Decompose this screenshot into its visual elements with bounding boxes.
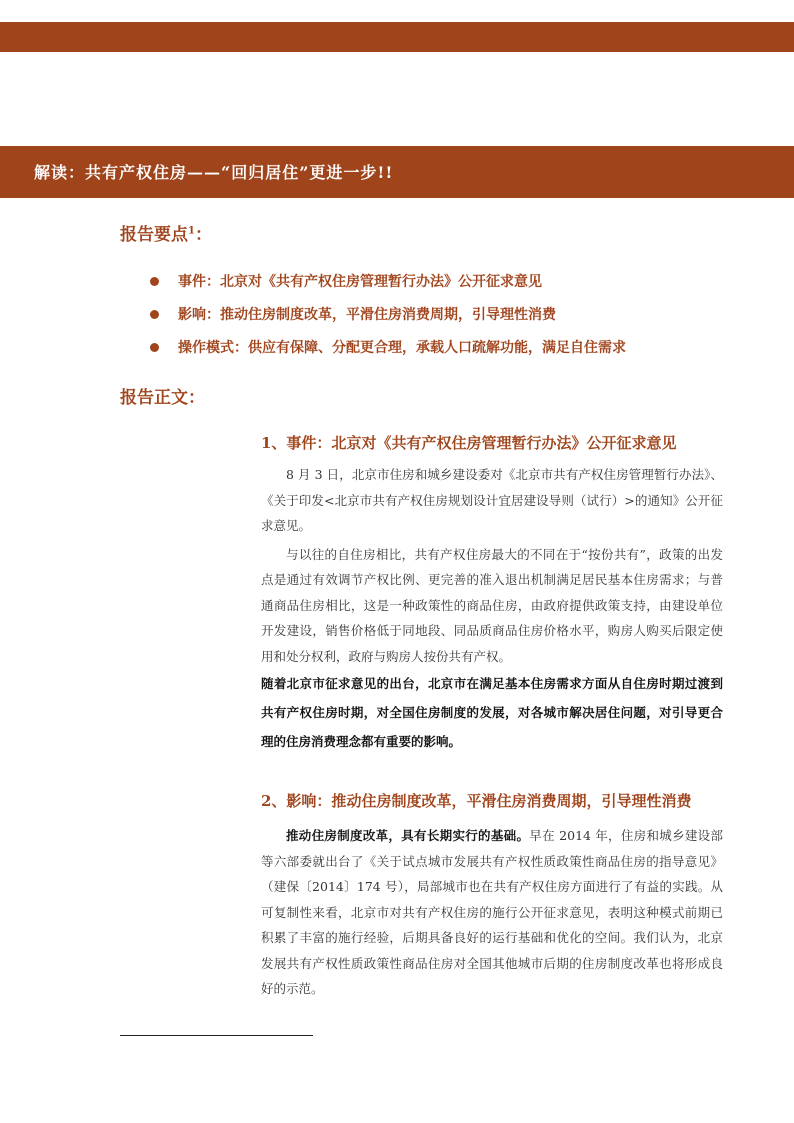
summary-bullet-text: 事件：北京对《共有产权住房管理暂行办法》公开征求意见 — [178, 274, 542, 290]
section-2-title: 2、影响：推动住房制度改革，平滑住房消费周期，引导理性消费 — [261, 792, 692, 810]
section-1-body — [261, 462, 723, 756]
bullet-dot-icon — [150, 343, 159, 352]
section-1-paragraph-2: 与以往的自住房相比，共有产权住房最大的不同在于“按份共有”，政策的出发点是通过有效调节产权比例、更完善的准入退出机制满足居民基本住房需求；与普通商品住房相比，这是一种政策性的商品住房，由政府提供政策支持，由建设单位开发建设，销售价格低于同地段、同品质商品住房价格水平，购房人购买后限定使用和处分权利，政府与购房人按份共有产权。 — [261, 546, 723, 664]
footnote-mark: 1 — [188, 225, 195, 237]
summary-bullet — [150, 270, 626, 303]
section-1-title: 1、事件：北京对《共有产权住房管理暂行办法》公开征求意见 — [261, 434, 677, 452]
top-header-band — [0, 22, 794, 52]
summary-bullet-text: 操作模式：供应有保障、分配更合理，承载人口疏解功能，满足自住需求 — [178, 340, 626, 356]
section-2-text: 早在 2014 年，住房和城乡建设部等六部委就出台了《关于试点城市发展共有产权性质政策性商品住房的指导意见》（建保〔2014〕174 号），局部城市也在共有产权住房方面进行了有益的实践。从可复制性来看，北京市对共有产权住房的施行公开征求意见，表明这种模式前期已积累了丰富的施行经验，后期具备良好的运行基础和优化的空间。我们认为，北京发展共有产权性质政策性商品住房对全国其他城市后期的住房制度改革也将形成良好的示范。 — [261, 828, 723, 996]
summary-bullet — [150, 336, 626, 369]
section-1-paragraph-3: 随着北京市征求意见的出台，北京市在满足基本住房需求方面从自住房时期过渡到共有产权住房时期，对全国住房制度的发展，对各城市解决居住问题，对引导更合理的住房消费理念都有重要的影响。 — [261, 676, 723, 749]
body-heading: 报告正文： — [120, 388, 205, 408]
summary-heading — [120, 220, 212, 245]
report-title: 解读：共有产权住房——“回归居住”更进一步!! — [34, 163, 394, 182]
summary-bullet-text: 影响：推动住房制度改革，平滑住房消费周期，引导理性消费 — [178, 307, 556, 323]
bullet-dot-icon — [150, 277, 159, 286]
section-2-body — [261, 823, 723, 1002]
summary-heading-text: 报告要点 — [120, 225, 188, 245]
summary-bullet-list — [150, 270, 626, 369]
summary-heading-suffix: ： — [194, 225, 212, 245]
summary-bullet — [150, 303, 626, 336]
section-2-paragraph-1 — [261, 823, 723, 1002]
title-banner — [0, 146, 794, 198]
section-1-paragraph-1: 8 月 3 日，北京市住房和城乡建设委对《北京市共有产权住房管理暂行办法》、《关于印发<北京市共有产权住房规划设计宜居建设导则（试行）>的通知》公开征求意见。 — [261, 467, 723, 533]
bullet-dot-icon — [150, 310, 159, 319]
footnote-divider — [120, 1035, 313, 1036]
section-2-lead: 推动住房制度改革，具有长期实行的基础。 — [286, 828, 530, 843]
